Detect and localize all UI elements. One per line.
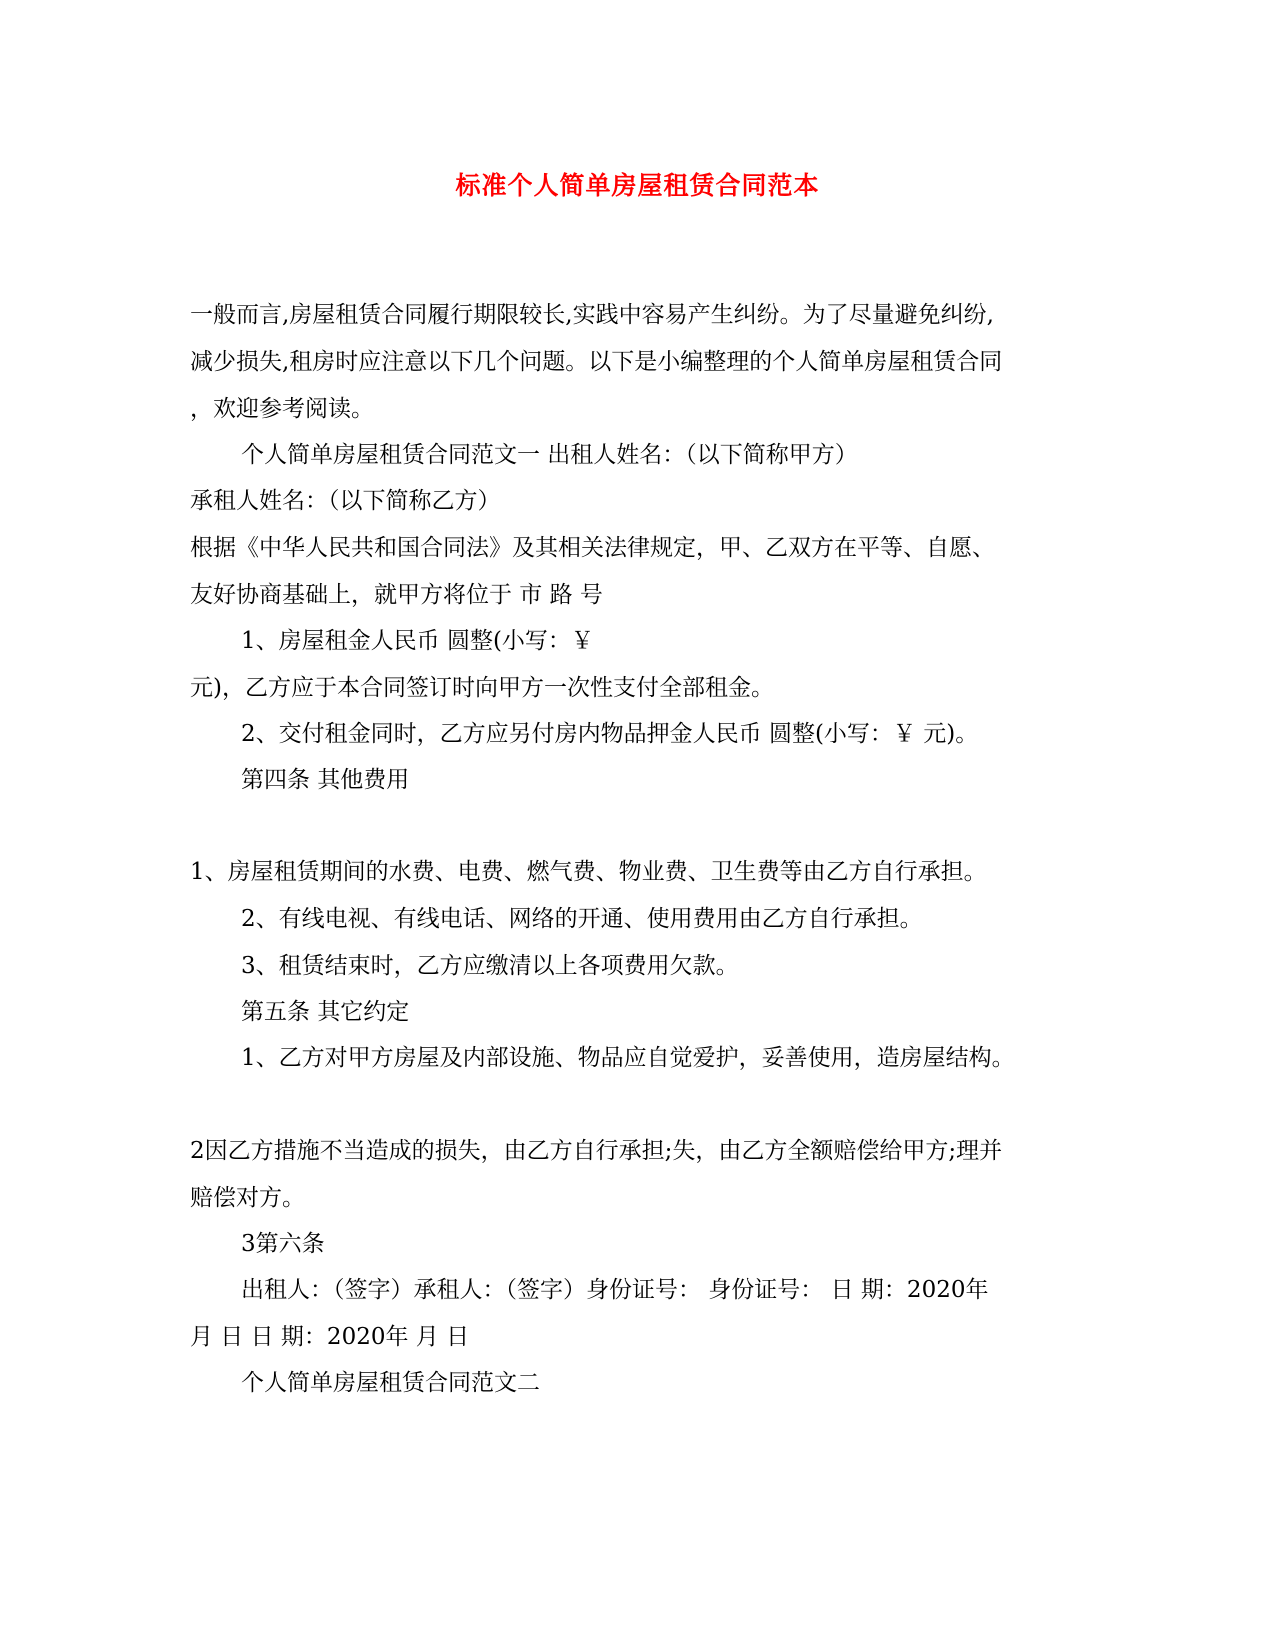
paragraph-line: 1、乙方对甲方房屋及内部设施、物品应自觉爱护，妥善使用，造房屋结构。 — [241, 1045, 1015, 1071]
signature-line: 月 日 日 期：2020年 月 日 — [190, 1324, 470, 1350]
paragraph-line: 根据《中华人民共和国合同法》及其相关法律规定，甲、乙双方在平等、自愿、 — [190, 535, 995, 561]
paragraph-line: 赔偿对方。 — [190, 1185, 305, 1211]
paragraph-line: 元)，乙方应于本合同签订时向甲方一次性支付全部租金。 — [190, 675, 774, 701]
paragraph-line: 2因乙方措施不当造成的损失，由乙方自行承担;失，由乙方全额赔偿给甲方;理并 — [190, 1138, 1003, 1164]
paragraph-line: ，欢迎参考阅读。 — [190, 396, 374, 422]
paragraph-line: 一般而言,房屋租赁合同履行期限较长,实践中容易产生纠纷。为了尽量避免纠纷, — [190, 302, 994, 328]
paragraph-line: 2、有线电视、有线电话、网络的开通、使用费用由乙方自行承担。 — [241, 906, 923, 932]
document-title: 标准个人简单房屋租赁合同范本 — [455, 171, 820, 200]
signature-line: 出租人：（签字）承租人：（签字）身份证号： 身份证号： 日 期：2020年 — [241, 1277, 989, 1303]
paragraph-line: 个人简单房屋租赁合同范文一 出租人姓名：（以下简称甲方） — [241, 442, 858, 468]
paragraph-line: 减少损失,租房时应注意以下几个问题。以下是小编整理的个人简单房屋租赁合同 — [190, 349, 1003, 375]
paragraph-line: 1、房屋租赁期间的水费、电费、燃气费、物业费、卫生费等由乙方自行承担。 — [190, 859, 987, 885]
paragraph-line: 承租人姓名：（以下简称乙方） — [190, 488, 501, 514]
section-heading: 第五条 其它约定 — [241, 999, 410, 1025]
section-heading: 第四条 其他费用 — [241, 767, 410, 793]
paragraph-line: 3、租赁结束时，乙方应缴清以上各项费用欠款。 — [241, 953, 739, 979]
section-heading: 3第六条 — [241, 1231, 325, 1257]
paragraph-line: 个人简单房屋租赁合同范文二 — [241, 1370, 540, 1396]
paragraph-line: 友好协商基础上，就甲方将位于 市 路 号 — [190, 582, 603, 608]
paragraph-line: 2、交付租金同时，乙方应另付房内物品押金人民币 圆整(小写：￥ 元)。 — [241, 721, 979, 747]
paragraph-line: 1、房屋租金人民币 圆整(小写：￥ — [241, 628, 594, 654]
